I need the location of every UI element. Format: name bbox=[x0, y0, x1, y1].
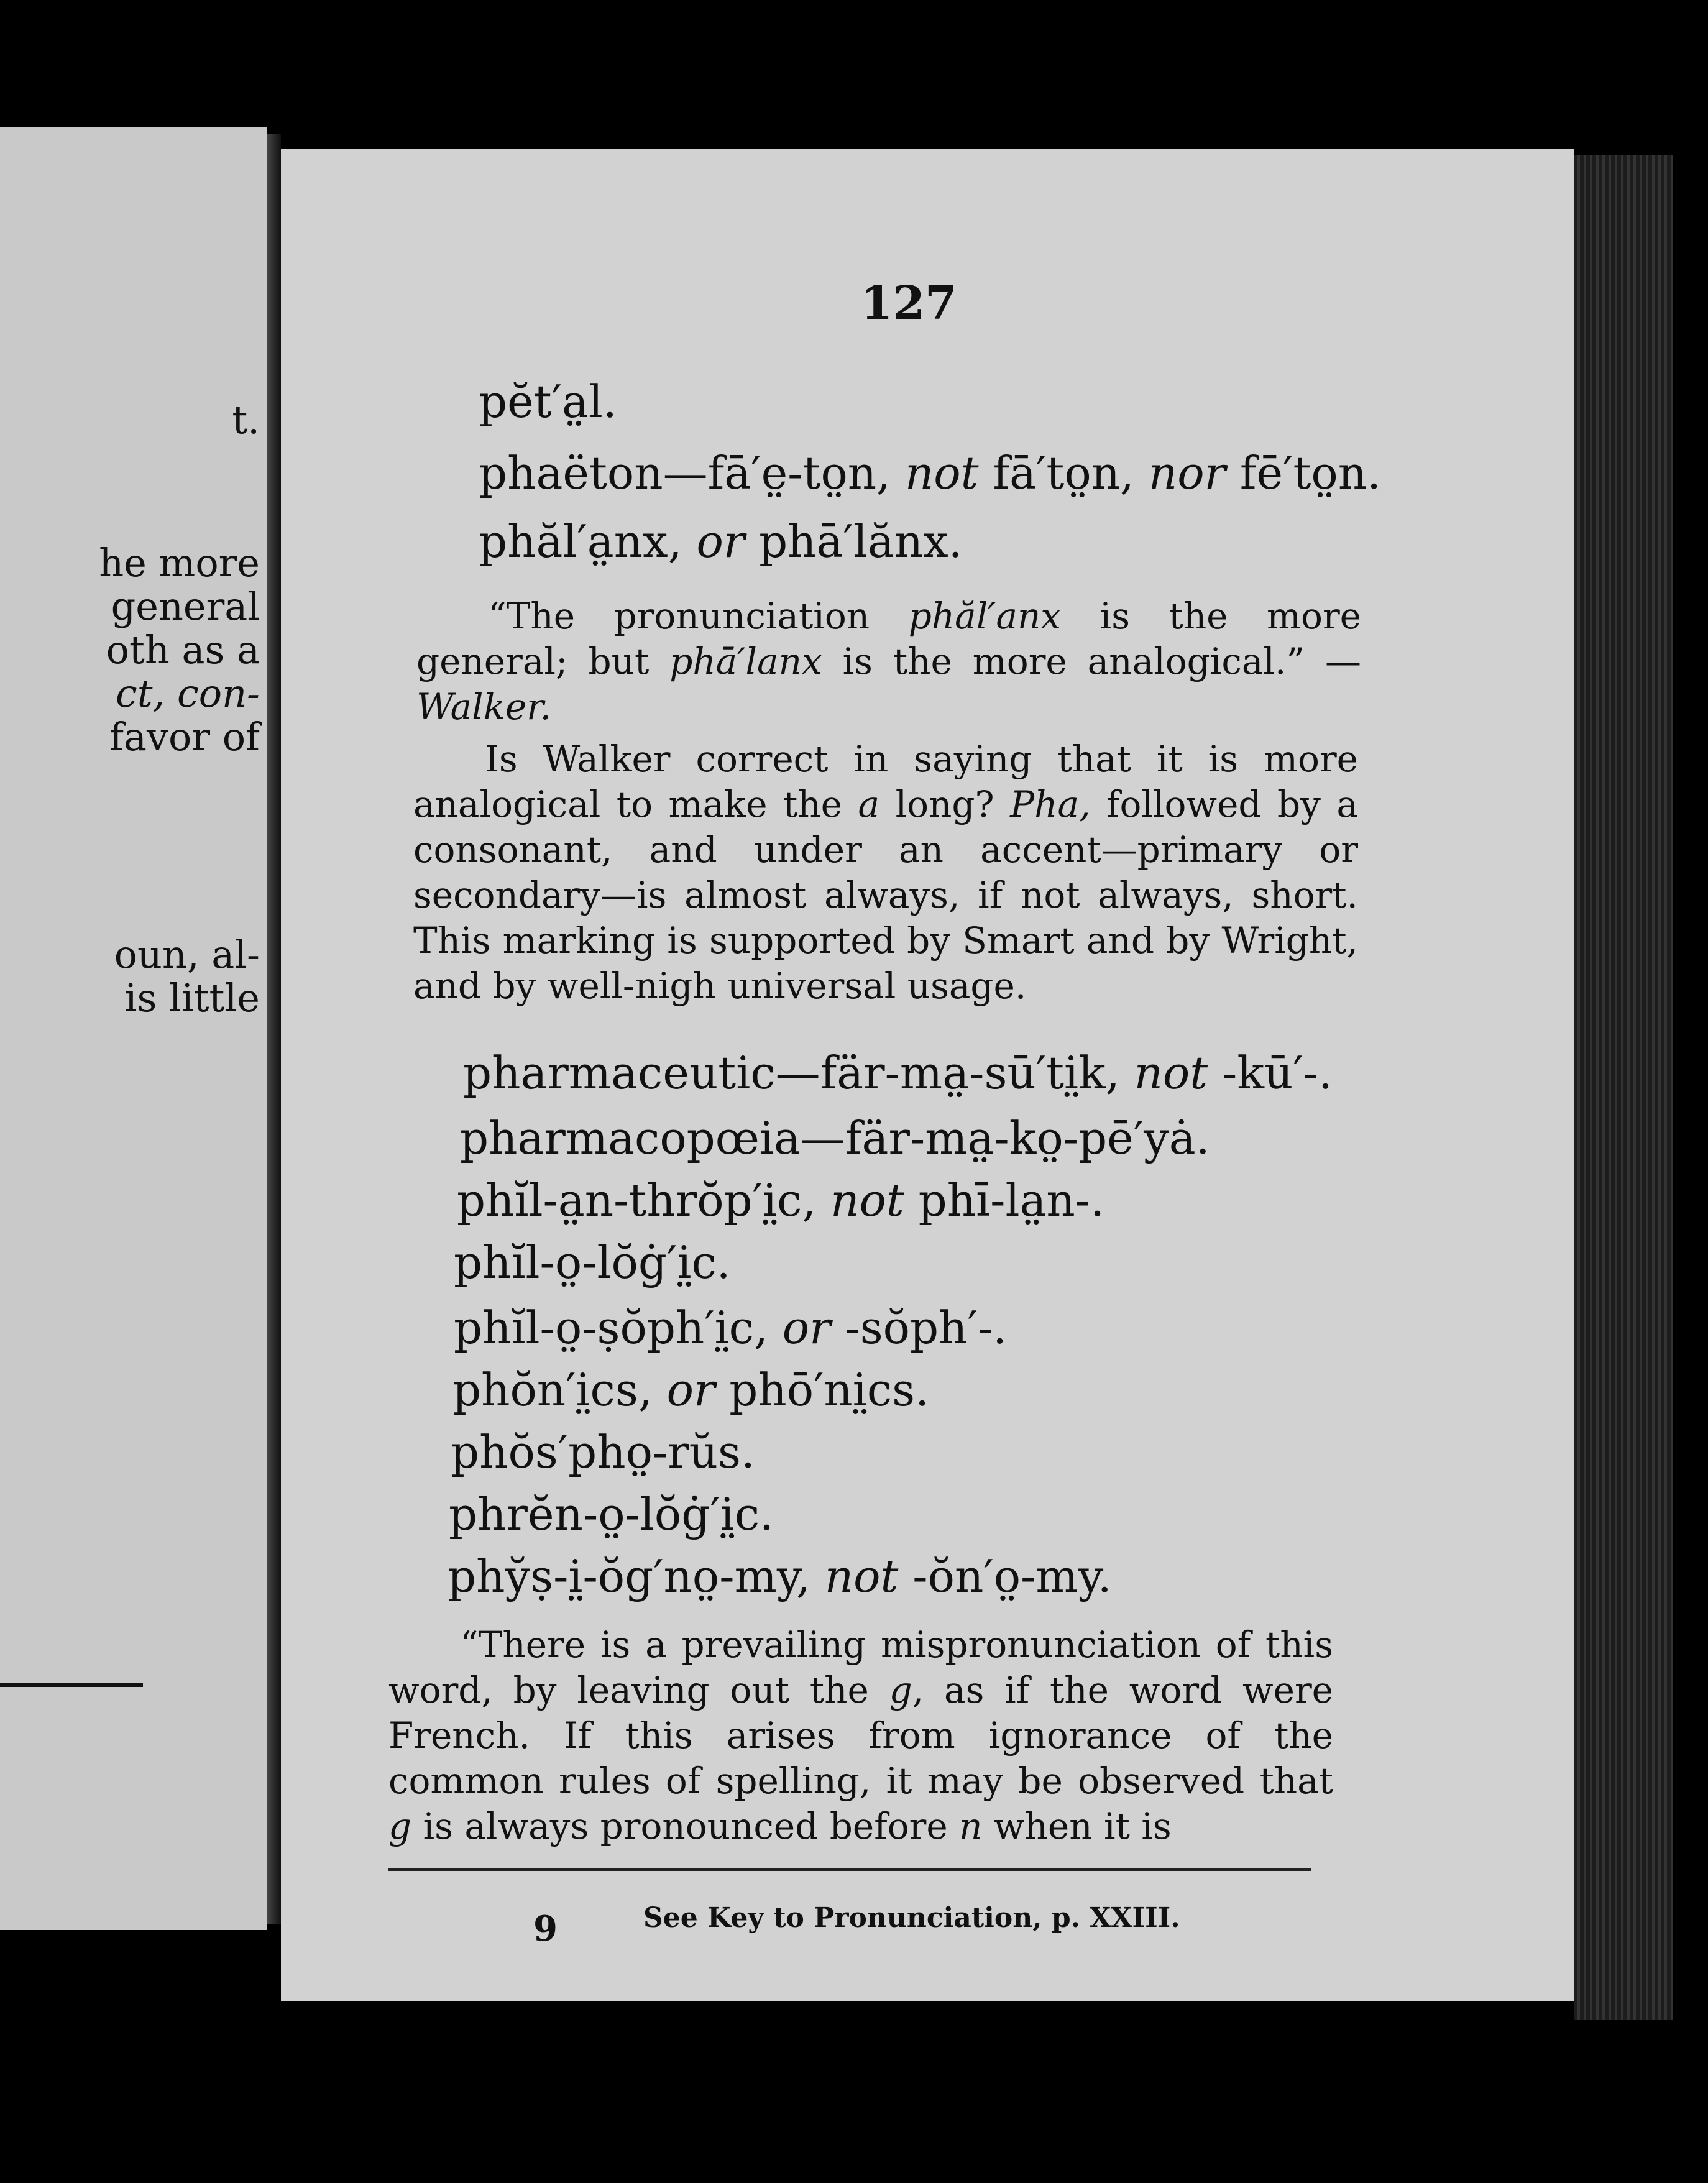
entry-line: pharmaceutic—fär-ma̤-sū′ti̤k, not -kū′-. bbox=[463, 1047, 1333, 1099]
left-text-fragment: t. bbox=[232, 397, 260, 443]
page-edges bbox=[1574, 155, 1673, 2020]
walker-quote-text: “The pronunciation phăl′anx is the more general; but phā′lanx is the more analogical.” — Walker. bbox=[416, 595, 1362, 728]
entry-line: pharmacopœia—fär-ma̤-ko̤-pē′yȧ. bbox=[460, 1112, 1210, 1164]
commentary-text: Is Walker correct in saying that it is more analogical to make the a long? Pha, followed by a consonant, and under an accent—primary or secondary—is almost always, if not always, short. This marking is supported by Smart and by Wright, and by well-nigh universal usage. bbox=[413, 738, 1358, 1007]
walker-quote bbox=[416, 594, 1361, 730]
entry-line: pĕt′a̤l. bbox=[479, 375, 617, 428]
entry-line: phy̆ṣ-i̤-ŏg′no̤-my, not -ŏn′o̤-my. bbox=[448, 1550, 1112, 1602]
left-text-fragment: favor of bbox=[109, 714, 260, 760]
entry-line: phaëton—fā′e̤-to̤n, not fā′to̤n, nor fē′to̤n. bbox=[479, 447, 1381, 499]
entry-line: phăl′a̤nx, or phā′lănx. bbox=[479, 515, 963, 568]
left-page-fragment bbox=[0, 127, 267, 1930]
signature-mark: 9 bbox=[533, 1908, 558, 1949]
final-quote-text: “There is a prevailing mispronunciation of this word, by leaving out the g, as if the word were French. If this arises from ignorance of the common rules of spelling, it may be observed that g is always pronounced before n when it is bbox=[388, 1624, 1333, 1847]
page-number: 127 bbox=[861, 277, 957, 330]
entry-line: phŏn′i̤cs, or phō′ni̤cs. bbox=[452, 1364, 929, 1416]
left-text-fragment: oun, al- bbox=[114, 932, 260, 977]
final-quote bbox=[388, 1622, 1333, 1849]
left-text-fragment: general bbox=[111, 584, 260, 629]
pronunciation-key-footnote: See Key to Pronunciation, p. XXIII. bbox=[643, 1902, 1180, 1934]
commentary-paragraph bbox=[413, 737, 1358, 1009]
footer-rule bbox=[388, 1868, 1311, 1871]
left-text-fragment: oth as a bbox=[106, 627, 260, 673]
book-gutter bbox=[267, 134, 281, 1924]
entry-line: phĭl-o̤-ṣŏph′i̤c, or -sŏph′-. bbox=[454, 1302, 1008, 1354]
left-text-fragment: is little bbox=[124, 975, 260, 1021]
left-text-fragment: ct, con- bbox=[116, 671, 260, 716]
left-text-fragment: he more bbox=[99, 540, 260, 586]
entry-line: phrĕn-o̤-lŏġ′i̤c. bbox=[449, 1488, 774, 1540]
entry-line: phŏs′pho̤-rŭs. bbox=[451, 1426, 755, 1478]
left-page-rule bbox=[0, 1683, 143, 1687]
entry-line: phĭl-o̤-lŏġ′i̤c. bbox=[454, 1236, 731, 1289]
entry-line: phĭl-a̤n-thrŏp′i̤c, not phī-la̤n-. bbox=[457, 1174, 1105, 1226]
